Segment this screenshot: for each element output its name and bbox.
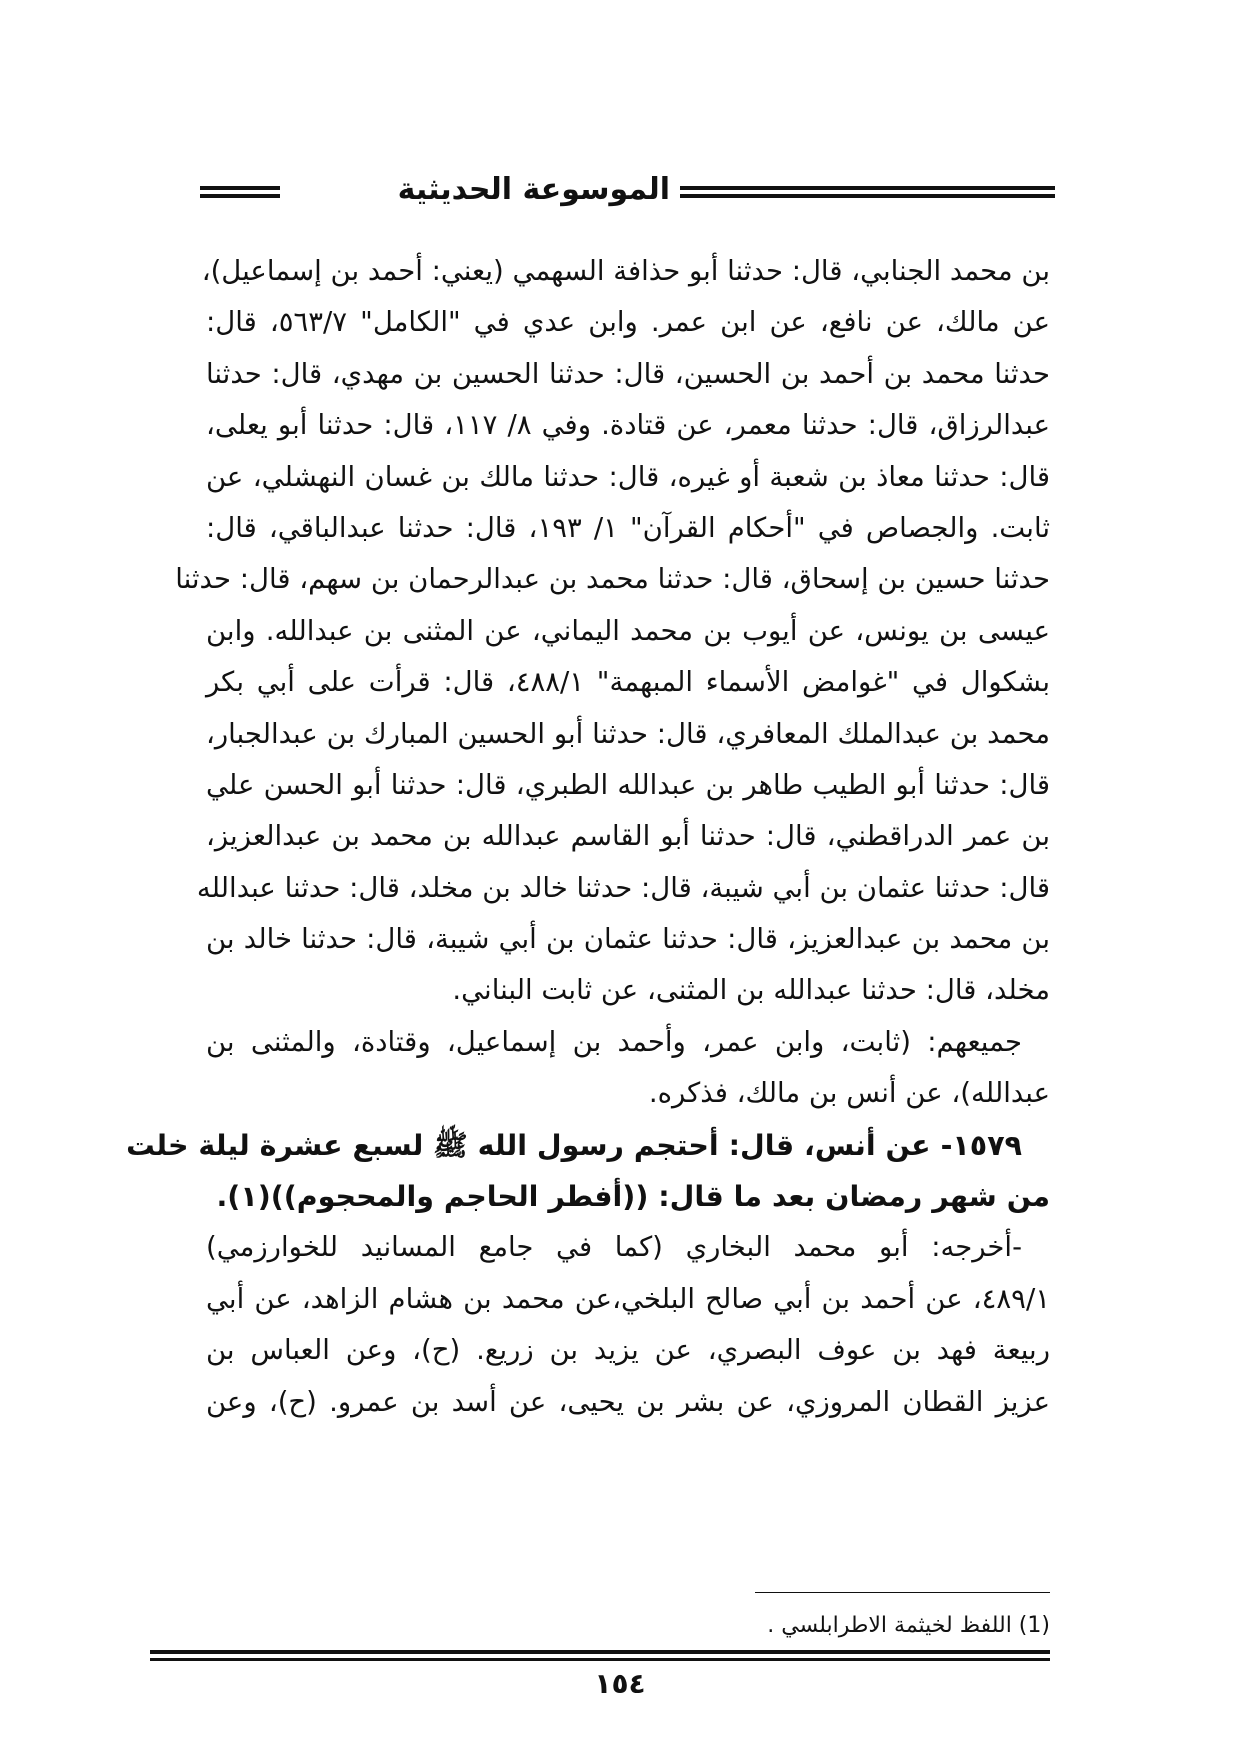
text-line: بن محمد بن عبدالعزيز، قال: حدثنا عثمان بن أبي شيبة، قال: حدثنا خالد بن xyxy=(206,923,1050,956)
text-line: بشكوال في "غوامض الأسماء المبهمة" ٤٨٨/١، قال: قرأت على أبي بكر xyxy=(206,666,1050,699)
text-line: -أخرجه: أبو محمد البخاري (كما في جامع المسانيد للخوارزمي) xyxy=(206,1231,1022,1264)
page-number: ١٥٤ xyxy=(594,1667,646,1700)
text-line: عيسى بن يونس، عن أيوب بن محمد اليماني، عن المثنى بن عبدالله. وابن xyxy=(206,614,1050,647)
text-line: عن مالك، عن نافع، عن ابن عمر. وابن عدي في "الكامل" ٥٦٣/٧، قال: xyxy=(206,306,1051,339)
footnote: (1) اللفظ لخيثمة الاطرابلسي . xyxy=(767,1613,1050,1638)
header-rule-left xyxy=(200,186,280,190)
header-rule-right xyxy=(680,186,1055,190)
text-line: ٤٨٩/١، عن أحمد بن أبي صالح البلخي،عن محمد بن هشام الزاهد، عن أبي xyxy=(206,1282,1050,1315)
running-header xyxy=(200,168,1055,218)
text-line: بن عمر الدراقطني، قال: حدثنا أبو القاسم عبدالله بن محمد بن عبدالعزيز، xyxy=(206,820,1050,853)
text-line: عبدالرزاق، قال: حدثنا معمر، عن قتادة. وفي ٨/ ١١٧، قال: حدثنا أبو يعلى، xyxy=(206,409,1051,442)
text-line: حدثنا محمد بن أحمد بن الحسين، قال: حدثنا الحسين بن مهدي، قال: حدثنا xyxy=(206,357,1050,390)
text-line: قال: حدثنا عثمان بن أبي شيبة، قال: حدثنا خالد بن مخلد، قال: حدثنا عبدالله xyxy=(196,871,1050,904)
text-line: بن محمد الجنابي، قال: حدثنا أبو حذافة السهمي (يعني: أحمد بن إسماعيل)، xyxy=(201,255,1050,287)
text-line: محمد بن عبدالملك المعافري، قال: حدثنا أبو الحسين المبارك بن عبدالجبار، xyxy=(206,717,1050,750)
text-line: عزيز القطان المروزي، عن بشر بن يحيى، عن أسد بن عمرو. (ح)، وعن xyxy=(206,1385,1050,1418)
text-line: عبدالله)، عن أنس بن مالك، فذكره. xyxy=(648,1077,1050,1110)
footer-rule-secondary xyxy=(150,1658,1050,1661)
footnote-separator xyxy=(755,1592,1050,1593)
footer-rule xyxy=(150,1650,1050,1654)
text-line: جميعهم: (ثابت، وابن عمر، وأحمد بن إسماعيل، وقتادة، والمثنى بن xyxy=(206,1025,1022,1058)
hadith-heading-line: من شهر رمضان بعد ما قال: ((أفطر الحاجم والمحجوم))(١). xyxy=(216,1180,1050,1214)
hadith-heading-line: ١٥٧٩- عن أنس، قال: أحتجم رسول الله ﷺ لسبع عشرة ليلة خلت xyxy=(126,1128,1022,1162)
text-line: مخلد، قال: حدثنا عبدالله بن المثنى، عن ثابت البناني. xyxy=(452,974,1050,1007)
text-line: حدثنا حسين بن إسحاق، قال: حدثنا محمد بن عبدالرحمان بن سهم، قال: حدثنا xyxy=(175,563,1050,596)
main-text xyxy=(126,246,1051,1428)
text-line: قال: حدثنا أبو الطيب طاهر بن عبدالله الطبري، قال: حدثنا أبو الحسن علي xyxy=(206,768,1050,801)
text-line: ربيعة فهد بن عوف البصري، عن يزيد بن زريع. (ح)، وعن العباس بن xyxy=(206,1334,1050,1367)
page-title: الموسوعة الحديثية xyxy=(397,172,670,207)
text-line: ثابت. والجصاص في "أحكام القرآن" ١/ ١٩٣، قال: حدثنا عبدالباقي، قال: xyxy=(206,511,1050,544)
text-line: قال: حدثنا معاذ بن شعبة أو غيره، قال: حدثنا مالك بن غسان النهشلي، عن xyxy=(206,460,1050,493)
